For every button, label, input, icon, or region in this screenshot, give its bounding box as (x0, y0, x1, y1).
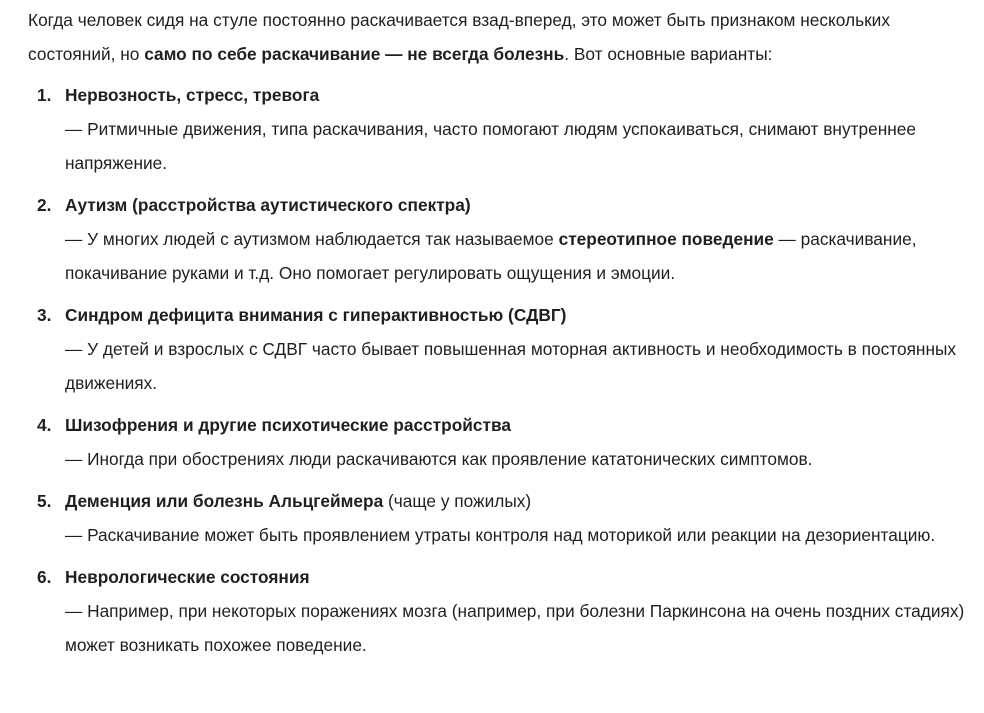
item-title: Нервозность, стресс, тревога (65, 85, 320, 105)
list-item (28, 298, 968, 400)
item-number: 6. (37, 567, 52, 587)
item-title-line (65, 560, 968, 594)
item-number: 1. (37, 85, 52, 105)
item-description (65, 442, 968, 476)
list-item (28, 484, 968, 552)
item-desc-text: — Например, при некоторых поражениях мозга (например, при болезни Паркинсона на очень поздних стадиях) может возникать похожее поведение. (65, 601, 965, 655)
item-desc-text: — Иногда при обострениях люди раскачиваются как проявление кататонических симптомов. (65, 449, 813, 469)
causes-list (28, 78, 968, 662)
message-content (28, 3, 968, 670)
item-title-line (65, 484, 968, 518)
item-desc-text: — У многих людей с аутизмом наблюдается так называемое (65, 229, 559, 249)
item-description (65, 518, 968, 552)
item-title-line (65, 408, 968, 442)
item-title: Неврологические состояния (65, 567, 310, 587)
intro-bold-text: само по себе раскачивание — не всегда болезнь (144, 44, 565, 64)
item-title: Деменция или болезнь Альцгеймера (65, 491, 384, 511)
item-desc-text: — Раскачивание может быть проявлением утраты контроля над моторикой или реакции на дезориентацию. (65, 525, 936, 545)
item-title-line (65, 78, 968, 112)
item-title: Синдром дефицита внимания с гиперактивностью (СДВГ) (65, 305, 567, 325)
item-number: 3. (37, 305, 52, 325)
item-number: 4. (37, 415, 52, 435)
item-description (65, 222, 968, 290)
item-description (65, 594, 968, 662)
intro-paragraph (28, 3, 968, 71)
item-desc-text-end: — раскачивание, покачивание руками и т.д. Оно помогает регулировать ощущения и эмоции. (65, 229, 917, 283)
item-description (65, 332, 968, 400)
item-desc-text: — У детей и взрослых с СДВГ часто бывает повышенная моторная активность и необходимость в постоянных движениях. (65, 339, 957, 393)
item-desc-bold: стереотипное поведение (558, 229, 774, 249)
item-title-line (65, 298, 968, 332)
item-title-line (65, 188, 968, 222)
item-number: 5. (37, 491, 52, 511)
intro-text-end: . Вот основные варианты: (564, 44, 773, 64)
list-item (28, 408, 968, 476)
item-number: 2. (37, 195, 52, 215)
item-title: Шизофрения и другие психотические расстройства (65, 415, 511, 435)
item-title: Аутизм (расстройства аутистического спектра) (65, 195, 471, 215)
list-item (28, 188, 968, 290)
list-item (28, 78, 968, 180)
item-desc-text: — Ритмичные движения, типа раскачивания, часто помогают людям успокаиваться, снимают внутреннее напряжение. (65, 119, 917, 173)
item-description (65, 112, 968, 180)
item-note: (чаще у пожилых) (383, 491, 532, 511)
intro-text: Когда человек сидя на стуле постоянно раскачивается взад-вперед, это может быть признаком нескольких состояний, но (28, 10, 890, 64)
list-item (28, 560, 968, 662)
